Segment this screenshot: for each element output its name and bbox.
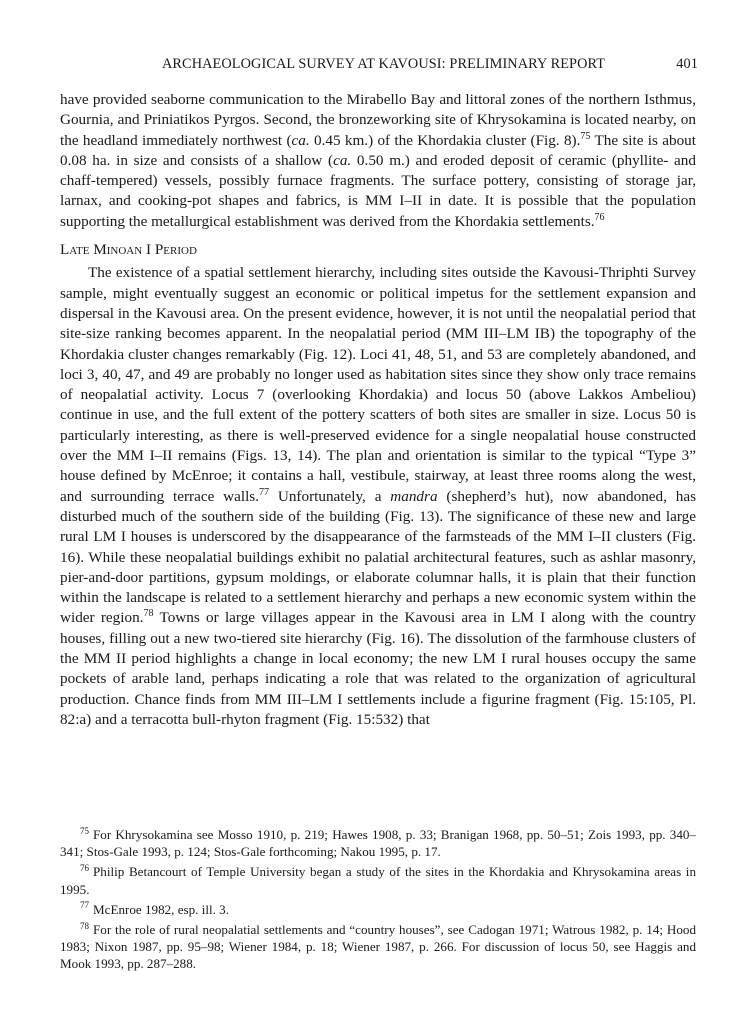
footnote-ref[interactable]: 76 xyxy=(594,211,605,223)
footnote-ref[interactable]: 75 xyxy=(580,130,591,142)
footnote: $^{75}$ For Khrysokamina see Mosso 1910, p. 219; Hawes 1908, p. 33; Branigan 1968, pp. 50–51; Zois 1993, pp. 340–341; Stos-Gale 1993, p. 124; Stos-Gale forthcoming; Nakou 1995, p. 17. xyxy=(60,825,696,860)
paragraph: have provided seaborne communication to the Mirabello Bay and littoral zones of the northern Isthmus, Gournia, and Priniatikos Pyrgos. Second, the bronzeworking site of Khrysokamina is located nearby, on the headland immediately northwest (ca. 0.45 km.) of the Khordakia cluster (Fig. 8).$^{75}$ The site is about 0.08 ha. in size and consists of a shallow (ca. 0.50 m.) and eroded deposit of ceramic (phyllite- and chaff-tempered) vessels, possibly furnace fragments. The surface pottery, consisting of storage jar, larnax, and cooking-pot shapes and fabrics, is MM I–II in date. It is possible that the population supporting the metallurgical establishment was derived from the Khordakia settlements.$^{76}$ xyxy=(60,91,696,230)
footnote-ref[interactable]: 77 xyxy=(259,486,270,498)
running-header xyxy=(58,56,698,76)
footnote-number: 77 xyxy=(80,900,89,911)
footnote: $^{76}$ Philip Betancourt of Temple University began a study of the sites in the Khordakia and Khrysokamina areas in 1995. xyxy=(60,863,696,897)
footnote-number: 78 xyxy=(80,920,89,931)
footnote-number: 75 xyxy=(80,825,89,836)
footnote: $^{78}$ For the role of rural neopalatial settlements and “country houses”, see Cadogan 1971; Watrous 1982, p. 14; Hood 1983; Nixon 1987, pp. 95–98; Wiener 1984, p. 18; Wiener 1987, p. 266. For discussion of locus 50, see Haggis and Mook 1993, pp. 287–288. xyxy=(60,920,696,972)
footnote-ref[interactable]: 78 xyxy=(143,608,154,620)
footnote-number: 76 xyxy=(80,863,89,874)
page-number: 401 xyxy=(676,56,698,72)
footnote: $^{77}$ McEnroe 1982, esp. ill. 3. xyxy=(80,900,230,917)
running-title: ARCHAEOLOGICAL SURVEY AT KAVOUSI: PRELIMINARY REPORT xyxy=(162,56,606,72)
section-heading: Late Minoan I Period xyxy=(60,241,197,259)
main-text xyxy=(60,90,696,730)
paragraph: The existence of a spatial settlement hierarchy, including sites outside the Kavousi-Thriphti Survey sample, might eventually suggest an economic or political impetus for the settlement expansion and dispersal in the Kavousi area. On the present evidence, however, it is not until the neopalatial period that site-size ranking becomes apparent. In the neopalatial period (MM III–LM IB) the topography of the Khordakia cluster changes remarkably (Fig. 12). Loci 41, 48, 51, and 53 are completely abandoned, and loci 3, 40, 47, and 49 are probably no longer used as habitation sites since they show only trace remains of neopalatial activity. Locus 7 (overlooking Khordakia) and locus 50 (above Lakkos Ambeliou) continue in use, and the full extent of the pottery scatters of both sites are smaller in size. Locus 50 is particularly interesting, as there is well-preserved evidence for a single neopalatial house constructed over the MM I–II remains (Figs. 13, 14). The plan and orientation is similar to the typical “Type 3” house defined by McEnroe; it contains a hall, vestibule, stairway, at least three rooms along the west, and surrounding terrace walls.$^{77}$ Unfortunately, a mandra (shepherd’s hut), now abandoned, has disturbed much of the southern side of the building (Fig. 13). The significance of these new and large rural LM I houses is underscored by the disappearance of the farmsteads of the MM I–II clusters (Fig. 16). While these neopalatial buildings exhibit no palatial architectural features, such as ashlar masonry, pier-and-door partitions, gypsum moldings, or elaborate columnar halls, it is plain that their function within the landscape is related to a settlement hierarchy and perhaps a new economic system within the wider region.$^{78}$ Towns or large villages appear in the Kavousi area in LM I along with the country houses, filling out a new two-tiered site hierarchy (Fig. 16). The dissolution of the farmhouse clusters of the MM II period highlights a change in local economy; the new LM I rural houses occupy the same pockets of arable land, perhaps indicating a role that was related to the organization of agricultural production. Chance finds from MM III–LM I settlements include a figurine fragment (Fig. 15:105, Pl. 82:a) and a terracotta bull-rhyton fragment (Fig. 15:532) that xyxy=(60,264,697,728)
footnotes xyxy=(60,826,696,976)
